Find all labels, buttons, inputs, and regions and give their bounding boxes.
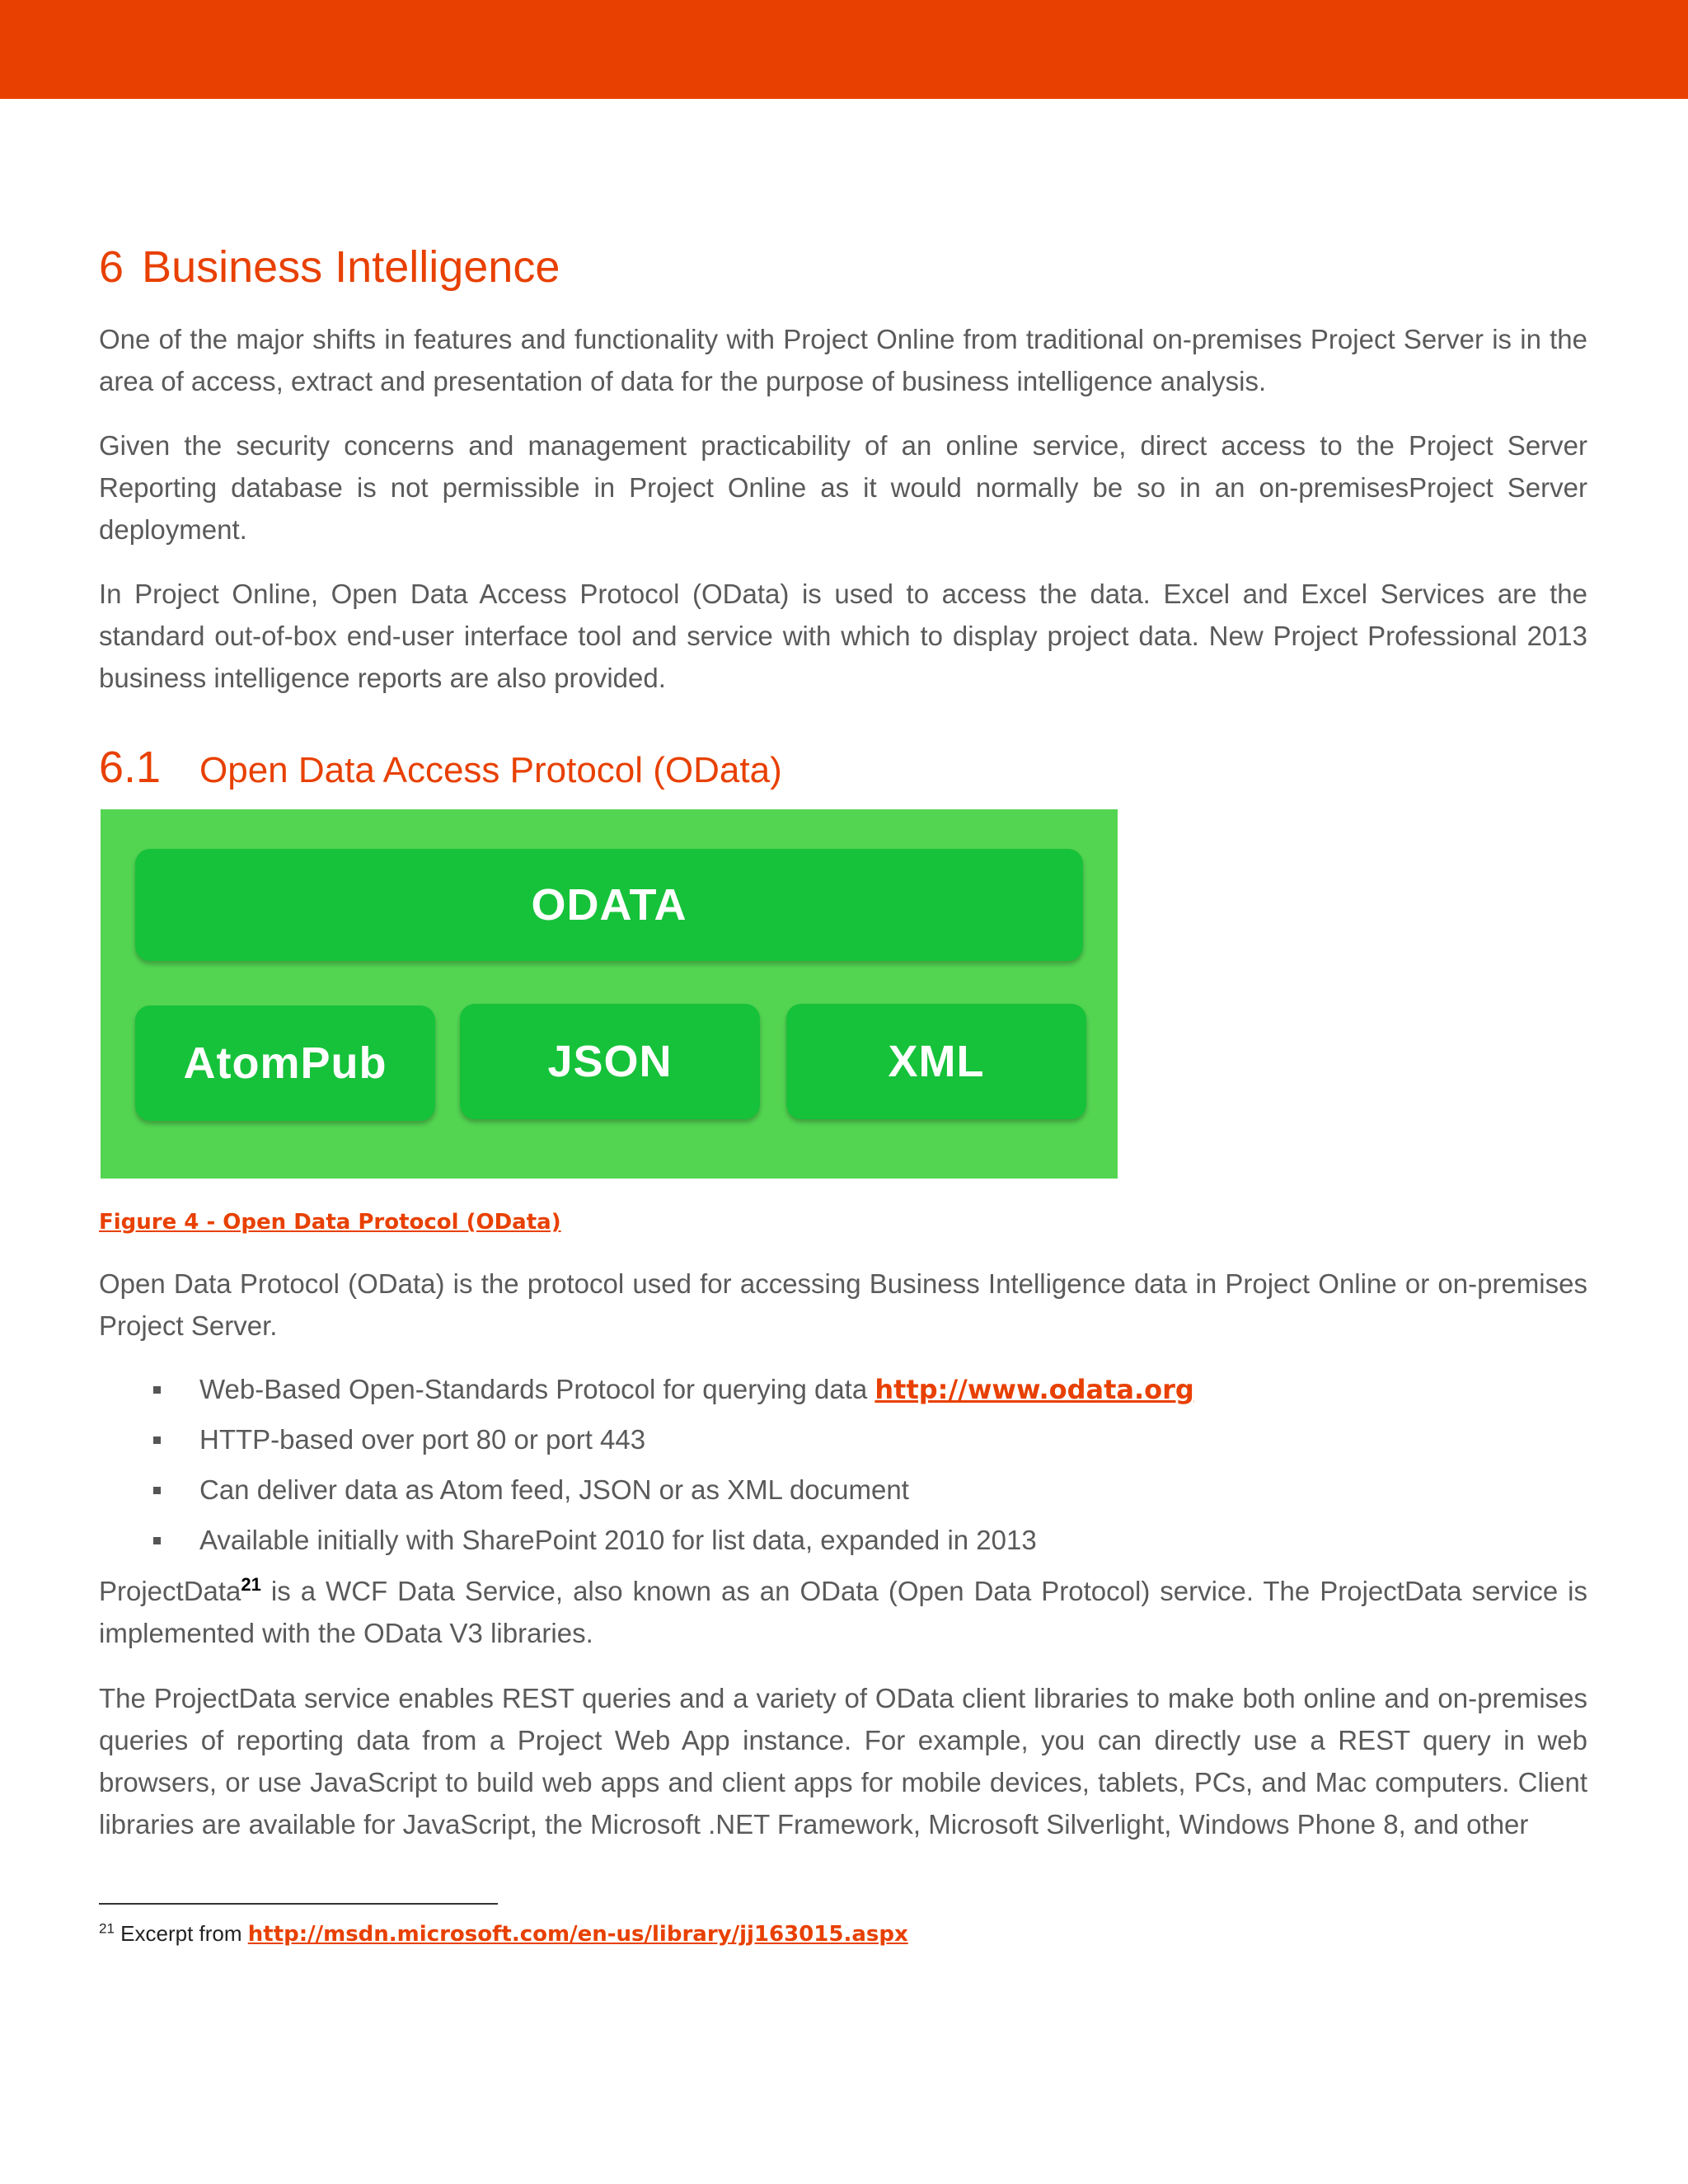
figure-caption[interactable]: Figure 4 - Open Data Protocol (OData) — [99, 1210, 561, 1235]
list-item — [99, 1368, 1587, 1418]
odata-link[interactable]: http://www.odata.org — [874, 1374, 1194, 1405]
bullet-icon — [153, 1436, 161, 1444]
section-heading-6 — [99, 237, 560, 297]
footnote-number: 21 — [99, 1920, 115, 1937]
section-number: 6 — [99, 242, 124, 292]
subsection-title: Open Data Access Protocol (OData) — [199, 750, 782, 790]
feature-list — [99, 1368, 1587, 1569]
odata-diagram — [101, 809, 1118, 1179]
json-box: JSON — [460, 1004, 760, 1119]
atompub-box: AtomPub — [135, 1005, 435, 1121]
paragraph-intro: One of the major shifts in features and functionality with Project Online from traditional on-premises Project Server is in the area of access, extract and presentation of data for the purpose of business intelligence analysis. — [99, 324, 1587, 396]
list-item-text: Available initially with SharePoint 2010 for list data, expanded in 2013 — [199, 1525, 1037, 1555]
list-item — [99, 1519, 1587, 1569]
bullet-icon — [153, 1537, 161, 1544]
msdn-link[interactable]: http://msdn.microsoft.com/en-us/library/jj163015.aspx — [247, 1922, 908, 1947]
bullet-icon — [153, 1487, 161, 1494]
bullet-icon — [153, 1386, 161, 1394]
paragraph-projectdata: ProjectData$^{21}$ is a WCF Data Service, also known as an OData (Open Data Protocol) service. The ProjectData service is implemented with the OData V3 libraries. — [99, 1574, 1587, 1648]
paragraph-rest-queries: The ProjectData service enables REST queries and a variety of OData client libraries to make both online and on-premises queries of reporting data from a Project Web App instance. For example, you can directly use a REST query in web browsers, or use JavaScript to build web apps and client apps for mobile devices, tablets, PCs, and Mac computers. Client libraries are available for JavaScript, the Microsoft .NET Framework, Microsoft Silverlight, Windows Phone 8, and other — [99, 1683, 1587, 1840]
list-item — [99, 1469, 1587, 1519]
subsection-number: 6.1 — [99, 743, 162, 792]
list-item-text: HTTP-based over port 80 or port 443 — [199, 1424, 646, 1455]
subsection-heading-6-1 — [99, 738, 782, 808]
xml-box: XML — [786, 1004, 1086, 1119]
header-bar — [0, 0, 1688, 99]
list-item-text: Web-Based Open-Standards Protocol for querying data http://www.odata.org — [199, 1374, 1194, 1405]
list-item-text: Can deliver data as Atom feed, JSON or as XML document — [199, 1474, 909, 1505]
footnote-reference[interactable]: 21 — [241, 1574, 261, 1595]
footnote-divider — [99, 1903, 498, 1905]
footnote: $^{21}$ Excerpt from http://msdn.microsoft.com/en-us/library/jj163015.aspx — [99, 1920, 908, 1947]
list-item — [99, 1418, 1587, 1469]
odata-box: ODATA — [135, 849, 1083, 961]
paragraph-odata-definition: Open Data Protocol (OData) is the protocol used for accessing Business Intelligence data in Project Online or on-premises Project Server. — [99, 1268, 1587, 1341]
paragraph-security: Given the security concerns and management practicability of an online service, direct access to the Project Server Reporting database is not permissible in Project Online as it would normally be so in an on-premisesProject Server deployment. — [99, 430, 1587, 545]
section-title: Business Intelligence — [142, 242, 560, 292]
paragraph-odata-usage: In Project Online, Open Data Access Protocol (OData) is used to access the data. Excel and Excel Services are the standard out-of-box end-user interface tool and service with which to display project data. New Project Professional 2013 business intelligence reports are also provided. — [99, 579, 1587, 693]
